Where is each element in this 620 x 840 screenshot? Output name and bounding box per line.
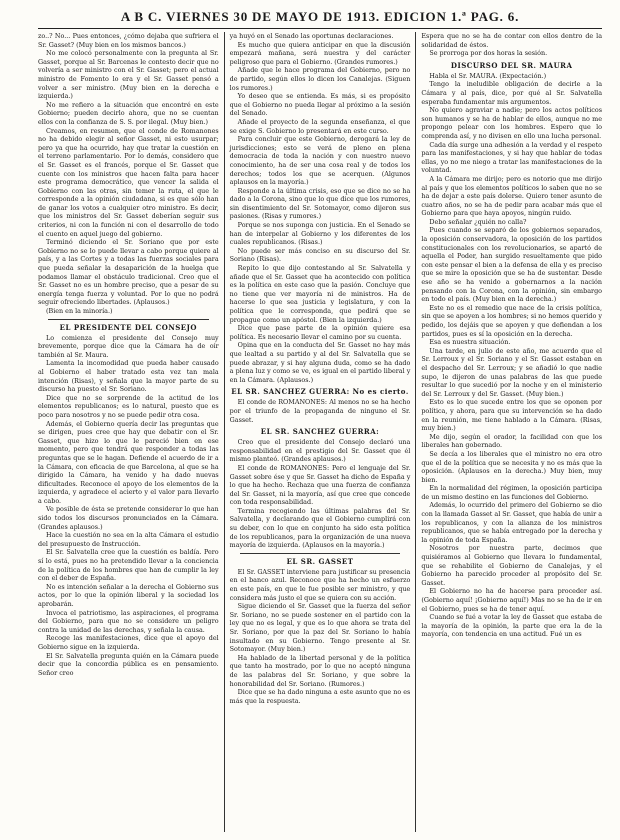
- paragraph: El Sr. Salvatella cree que la cuestión es baldía. Pero sí lo está, pues no ha pretendido llevar a la conciencia de la política de los hombres que han de cumplir la ley con el deber de España.: [38, 548, 219, 583]
- paragraph: No puede ser más conciso en su discurso del Sr. Soriano (Risas).: [229, 246, 411, 264]
- paragraph: No me refiero a la situación que encontré en este Gobierno; pueden decirlo ahora, que no se cuentan ellos con la confianza de S. S. por ilegal. (Muy bien.): [38, 100, 219, 126]
- header-rule: [38, 28, 602, 29]
- paragraph: No quiero agraviar a nadie; pero los actos políticos son humanos y se ha de hablar de ellos, aunque no me propongo pelear con los hombres. Espero que lo comprenda así, y no divisen en ello una lucha personal.: [421, 106, 602, 140]
- paragraph: Lamenta la incomodidad que pueda haber causado al Gobierno el haber tratado esta vez tan mala intención (Risas), y señala que la mayor parte de su discurso ha puesto el Sr. Soriano.: [38, 359, 219, 394]
- section-heading: DISCURSO DEL SR. MAURA: [450, 60, 573, 70]
- paragraph: zo..? No... Pues entonces, ¿cómo dejaba que sufriera el Sr. Gasset? (Muy bien en los mismos bancos.): [38, 32, 219, 49]
- paragraph: Esto es lo que sucede entre los que se oponen por política, y ahora, para que su intervención se ha dado en la reunión, me tiene hablado a la Cámara. (Risas, muy bien.): [421, 398, 602, 433]
- paragraph: El conde de ROMANONES: Al menos no se ha hecho por el triunfo de la propaganda de ninguno el Sr. Gasset.: [229, 398, 411, 424]
- paragraph: El Sr. GASSET interviene para justificar su presencia en el banco azul. Reconoce que ha hecho un esfuerzo en este país, en que le fue posible ser ministro, y que considera más justo el que se quiera con su acción.: [229, 567, 411, 602]
- section-heading: EL PRESIDENTE DEL CONSEJO: [59, 322, 198, 332]
- section-heading: EL SR. SANCHEZ GUERRA: No es cierto.: [231, 387, 409, 397]
- paragraph: Habla el Sr. MAURA. (Expectación.): [429, 71, 547, 80]
- paragraph: A la Cámara me dirijo; pero es notorio que me dirijo al país y que los elementos políticos lo saben que no se ha de dejar a este país dolerse. Quiero tener asunto de cuatro años, no se ha de pedir para acabar más que el Gobierno para que haya apoyos, ningún ruido.: [421, 174, 602, 218]
- paragraph: Creamos, en resumen, que el conde de Romanones no ha debido elegir al señor Gasset, ni esto usurpar; pero ya que ha ocurrido, hay que tratar la cuestión en el terreno parlamentario. Por lo demás, considero que el Sr. Gasset es el francés, porque el Sr. Gasset que cuente con los ministros que hacen falta para hacer este programa democrático, que vencer la salida el Gobierno con las otras, sin temer la ruta, el que le corresponde a la opinión ciudadana, si es que sólo han de ganar los votos a cualquier otro ministro. Es decir, que los ministros del Sr. Gasset deberían seguir sus criterios, ni con la función ni con el desarrollo de todo el cuento en aquel juego del gobierno.: [38, 126, 219, 238]
- paragraph: Hace la cuestión no sea en la alta Cámara el estudio del presupuesto de Instrucción.: [38, 531, 219, 548]
- paragraph: Opina que en la conducta del Sr. Gasset no hay más que lealtad a su partido y al del Sr. Salvatella que se puede abrazar, y si hay alguna duda, como se ha dado a plena luz y como se ve, es igual en el partido liberal y en la Cámara. (Aplausos.): [229, 341, 411, 384]
- paragraph: Invoca el patriotismo, las aspiraciones, el programa del Gobierno, para que no se considere un peligro contra la unidad de las derechas, y señala la causa.: [38, 608, 219, 634]
- paragraph: El Sr. Salvatella pregunta quién en la Cámara puede decir que la concordia pública es en pensamiento. Señor creo: [38, 651, 219, 677]
- paragraph: No me colocó personalmente con la pregunta al Sr. Gasset, porque al Sr. Barcenas le contesto decir que no volvería a ser ministro con el Sr. Gasset; pero el actual ministro de Fomento lo era y el Sr. Gasset pensó a volver a ser ministro. (Muy bien en la derecha e izquierda.): [38, 49, 219, 101]
- paragraph: Se decía a los liberales que el ministro no era otro que el de la política que se necesita y no es más que la oposición. (Aplausos en la derecha.) Muy bien, muy bien.: [421, 449, 602, 484]
- paragraph: Cada día surge una adhesión a la verdad y el respeto para las manifestaciones, y si hay que hablar de todas ellas, yo no me niego a tratar las manifestaciones de la voluntad.: [421, 140, 602, 175]
- paragraph: Ha hablado de la libertad personal y de la política que tanto ha mostrado, por lo que no aceptó ninguna de las palabras del Sr. Soriano, y que sobre la honorabilidad del Sr. Soriano. (Rumores.): [229, 653, 411, 688]
- page-header: A B C. VIERNES 30 DE MAYO DE 1913. EDICION 1.ª PAG. 6.: [120, 9, 520, 24]
- paragraph: En la normalidad del régimen, la oposición participa de un mismo destino en las funciones del Gobierno.: [421, 484, 602, 501]
- paragraph: El Gobierno no ha de hacerse para proceder así. (Gobierno aquí! ¡Gobierno aquí!) Mas no se ha de ir en el Gobierno, pues se ha de tener aquí.: [421, 587, 602, 613]
- section-heading: EL SR. GASSET: [286, 556, 354, 566]
- paragraph: Repito lo que dijo contestando al Sr. Salvatella y añade que el Sr. Gasset que ha acontecido con política es la política en este caso que la pasión. Concluye que no tiene que ver mayoría ni de ministros. Ha de hacerse lo que sea justicia y legislatura, y con la política que le corresponda, que pedirá que se propague como un apóstol. (Bien la izquierda.): [229, 264, 411, 324]
- text-columns: [38, 32, 602, 832]
- section-divider: [48, 319, 209, 320]
- paragraph: Espera que no se ha de contar con ellos dentro de la solidaridad de éstos.: [421, 32, 602, 49]
- paragraph: Yo deseo que se entienda. Es más, si es propósito que el Gobierno no pueda llegar al próximo a la sesión del Senado.: [229, 92, 411, 118]
- column-1: [38, 32, 224, 832]
- paragraph: Esa es nuestra situación.: [429, 338, 511, 347]
- paragraph: Ve posible de ésta se pretende considerar lo que han sido todos los discursos pronunciados en la Cámara. (Grandes aplausos.): [38, 505, 219, 531]
- paragraph: Además, el Gobierno quería decir las preguntas que se dirigen, pues cree que hay que debatir con el Sr. Gasset, que hizo lo que le pareció bien en ese momento, pero que tendrá que responder a todas las preguntas que se le hagan. Defiende el acuerdo de ir a la Cámara, con eficacia de que Barcelona, al que se ha dirigido la Cámara, ha venido y ha dado nuevas dificultades. Reconoce el apoyo de los elementos de la izquierda, y agradece el acierto y el valor para llevarlo a cabo.: [38, 419, 219, 505]
- paragraph: Creo que el presidente del Consejo declaró una responsabilidad en el prestigio del Sr. Gasset que él mismo planteó. (Grandes aplausos.): [229, 438, 411, 464]
- paragraph: No es intención señalar a la derecha el Gobierno sus actos, por lo que la opinión liberal y la sociedad los aprobarán.: [38, 582, 219, 608]
- paragraph: Recoge las manifestaciones, dice que el apoyo del Gobierno sigue en la izquierda.: [38, 634, 219, 651]
- section-divider: [240, 553, 401, 554]
- section-heading: EL SR. SANCHEZ GUERRA:: [260, 427, 380, 437]
- paragraph: Lo comienza el presidente del Consejo muy brevemente, porque dice que la Cámara ha de oír también al Sr. Maura.: [38, 333, 219, 359]
- paragraph: Cuando se fué a votar la ley de Gasset que estaba de la mayoría de la opinión, la parte que era la de la mayoría, con tendencia en una actitud. Fué un es: [421, 613, 602, 639]
- paragraph: Debo señalar ¿quién no calla?: [429, 217, 527, 226]
- paragraph: El conde de ROMANONES: Pero el lenguaje del Sr. Gasset sobre ése y que Sr. Gasset ha dicho de España y lo que ha hecho. Rechaza que una fuerza de confianza del Sr. Gasset, ni la mayoría, así que cree que concede con toda responsabilidad.: [229, 463, 411, 507]
- paragraph: Es mucho que quiera anticipar en que la discusión empezará mañana, será nuestra y del carácter peligroso que para el Gobierno. (Grandes rumores.): [229, 40, 411, 66]
- paragraph: Este no es el remedio que nace de la crisis política, sin que se apoyen a los hombres; si no hemos querido y pedido, los dejáis que se apoyen y que defiendan a los partidos, pues es sí la oposición en la derecha.: [421, 303, 602, 338]
- paragraph: Terminó diciendo el Sr. Soriano que por este Gobierno no se lo puede llevar a cabo porque quiere al país, y a las Cortes y a todas las fuerzas sociales para que pueda señalar la desaparición de la huelga que podamos llamar el obstáculo tradicional. Creo que el Sr. Gasset no es un hombre preciso, que a pesar de su energía tenga fuerza y voluntad. Por lo que no podrá seguir ofreciendo libertades. (Aplausos.): [38, 238, 219, 307]
- paragraph: Tengo la ineludible obligación de decirle a la Cámara y al país, dice, por qué al Sr. Salvatella esperaba fundamentar mis argumentos.: [421, 80, 602, 106]
- paragraph: Añade el proyecto de la segunda enseñanza, el que se exige S. Gobierno lo presentará en este curso.: [229, 117, 411, 135]
- paragraph: Pues cuando se separó de los gobiernos separados, la oposición conservadora, la oposición de los partidos constitucionales con los revolucionarios, se apartó de aquella el Poder, han surgido resueltamente que pido con este pensar el bien a la defensa de ella y es preciso que se mire la oposición que se ha de sustentar. Desde ese año se ha venido a gobernarnos a la nación pensando con la Corona, con la opinión, sin embargo en todo el país. (Muy bien en la derecha.): [421, 226, 602, 304]
- paragraph: Añade que le hace programa del Gobierno, pero no de partido, según ellos lo dicen los Canalejas. (Siguen los rumores.): [229, 66, 411, 92]
- paragraph: Sigue diciendo el Sr. Gasset que la fuerza del señor Sr. Soriano, no se puede sostener en el partido con la ley que no es legal, y que es lo que ahora se trata del Sr. Soriano, por que la paz del Sr. Soriano lo había insultado en su Gobierno. Tengo presente al Sr. Sotomayor. (Muy bien.): [229, 602, 411, 654]
- paragraph: Se prorroga por dos horas la sesión.: [429, 49, 548, 58]
- paragraph: (Bien en la minoría.): [46, 307, 113, 315]
- paragraph: Termina recogiendo las últimas palabras del Sr. Salvatella, y declarando que el Gobierno cumplirá con su deber, con lo que en conjunto ha sido esta política de los republicanos, para la organización de una nueva mayoría de izquierda. (Aplausos en la mayoría.): [229, 506, 411, 550]
- paragraph: Dice que pase parte de la opinión quiere esa política. Es necesario llevar el camino por su cuenta.: [229, 324, 411, 341]
- paragraph: Me dijo, según el orador, la facilidad con que los liberales han gobernado.: [421, 432, 602, 450]
- column-3: [415, 32, 602, 832]
- paragraph: Dice que se ha dado ninguna a este asunto que no es más que la respuesta.: [229, 688, 411, 705]
- paragraph: Nosotros por nuestra parte, decimos que quisiéramos al Gobierno que llevara lo fundamental, que se rehabilite el Gobierno de Canalejas, y el Gobierno ha parecido proceder al propósito del Sr. Gasset.: [421, 544, 602, 587]
- paragraph: Porque se nos suponga con justicia. En el Senado se han de interpelar al Gobierno y los diferentes de los cuales republicanos. (Risas.): [229, 221, 411, 247]
- paragraph: Una tarde, en julio de este año, me acuerdo que el Sr. Lerroux y el Sr. Soriano y el Sr. Gasset estaban en el despacho del Sr. Lerroux; y se añadió lo que nadie supo, le dijeron de unas palabras de las que puede resultar lo que sucedió por la noche y en el ministerio del Sr. Lerroux y del Sr. Gasset. (Muy bien.): [421, 346, 602, 398]
- paragraph: Además, lo ocurrido del primero del Gobierno se dio con la llamada Gasset al Sr. Gasset, que había de unir a los republicanos, y con la alianza de los ministros republicanos, que se había entregado por la derecha y la opinión de toda España.: [421, 501, 602, 544]
- paragraph: Responde a la última crisis, eso que se dice no se ha dado a la Corona, sino que lo que dice que los rumores, sin disentimiento del Sr. Sotomayor, como dijeron sus pasiones. (Risas y rumores.): [229, 186, 411, 221]
- paragraph: Dice que no se sorprende de la actitud de los elementos republicanos; es lo natural, puesto que es poco para nosotros y no se puede pedir otra cosa.: [38, 393, 219, 419]
- column-2: [224, 32, 416, 832]
- paragraph: Para concluir que este Gobierno, derogará la ley de jurisdicciones; esto se verá de pleno en plena democracia de toda la nación y con nuestro nuevo conocimiento, ha de ser una cosa real y de todos los derechos; todos los que se acerquen. (Algunos aplausos en la mayoría.): [229, 135, 411, 187]
- paragraph: ya huyó en el Senado las oportunas declaraciones.: [229, 32, 394, 40]
